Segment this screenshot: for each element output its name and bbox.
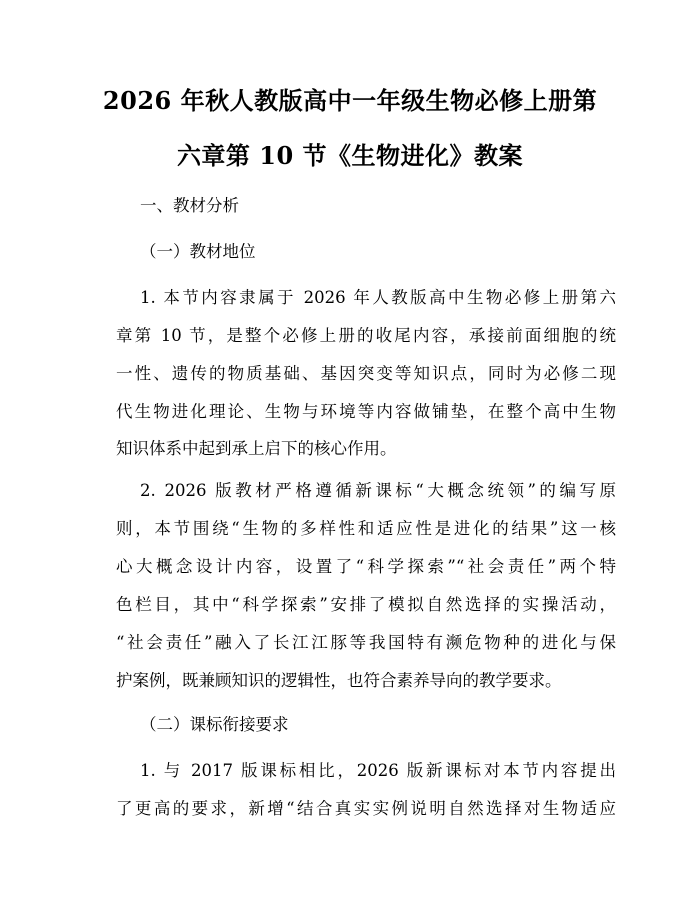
paragraph-1-line: 知识体系中起到承上启下的核心作用。: [116, 439, 397, 458]
subsection-heading-curriculum-requirements: （二）课标衔接要求: [140, 715, 289, 734]
paragraph-2-line: 心大概念设计内容，设置了“科学探索”“社会责任”两个特: [116, 557, 616, 576]
paragraph-1-line: 章第 10 节，是整个必修上册的收尾内容，承接前面细胞的统: [116, 326, 616, 345]
document-title-line-2: 六章第 10 节《生物进化》教案: [176, 141, 524, 170]
paragraph-3-line: 了更高的要求，新增“结合真实实例说明自然选择对生物适应: [116, 799, 616, 818]
paragraph-3-line: 1. 与 2017 版课标相比，2026 版新课标对本节内容提出: [140, 761, 616, 780]
paragraph-1-line: 1. 本节内容隶属于 2026 年人教版高中生物必修上册第六: [140, 288, 616, 307]
subsection-heading-material-position: （一）教材地位: [140, 242, 256, 261]
paragraph-2-line: 2. 2026 版教材严格遵循新课标“大概念统领”的编写原: [140, 481, 616, 500]
section-heading-teaching-material-analysis: 一、教材分析: [140, 196, 239, 215]
paragraph-2-line: 色栏目，其中“科学探索”安排了模拟自然选择的实操活动，: [116, 595, 616, 614]
document-title-line-1: 2026 年秋人教版高中一年级生物必修上册第: [102, 86, 598, 115]
paragraph-2-line: “社会责任”融入了长江江豚等我国特有濒危物种的进化与保: [116, 633, 616, 652]
paragraph-2-line: 则，本节围绕“生物的多样性和适应性是进化的结果”这一核: [116, 519, 616, 538]
paragraph-2-line: 护案例，既兼顾知识的逻辑性，也符合素养导向的教学要求。: [116, 671, 562, 690]
paragraph-1-line: 代生物进化理论、生物与环境等内容做铺垫，在整个高中生物: [116, 402, 616, 421]
paragraph-1-line: 一性、遗传的物质基础、基因突变等知识点，同时为必修二现: [116, 364, 616, 383]
